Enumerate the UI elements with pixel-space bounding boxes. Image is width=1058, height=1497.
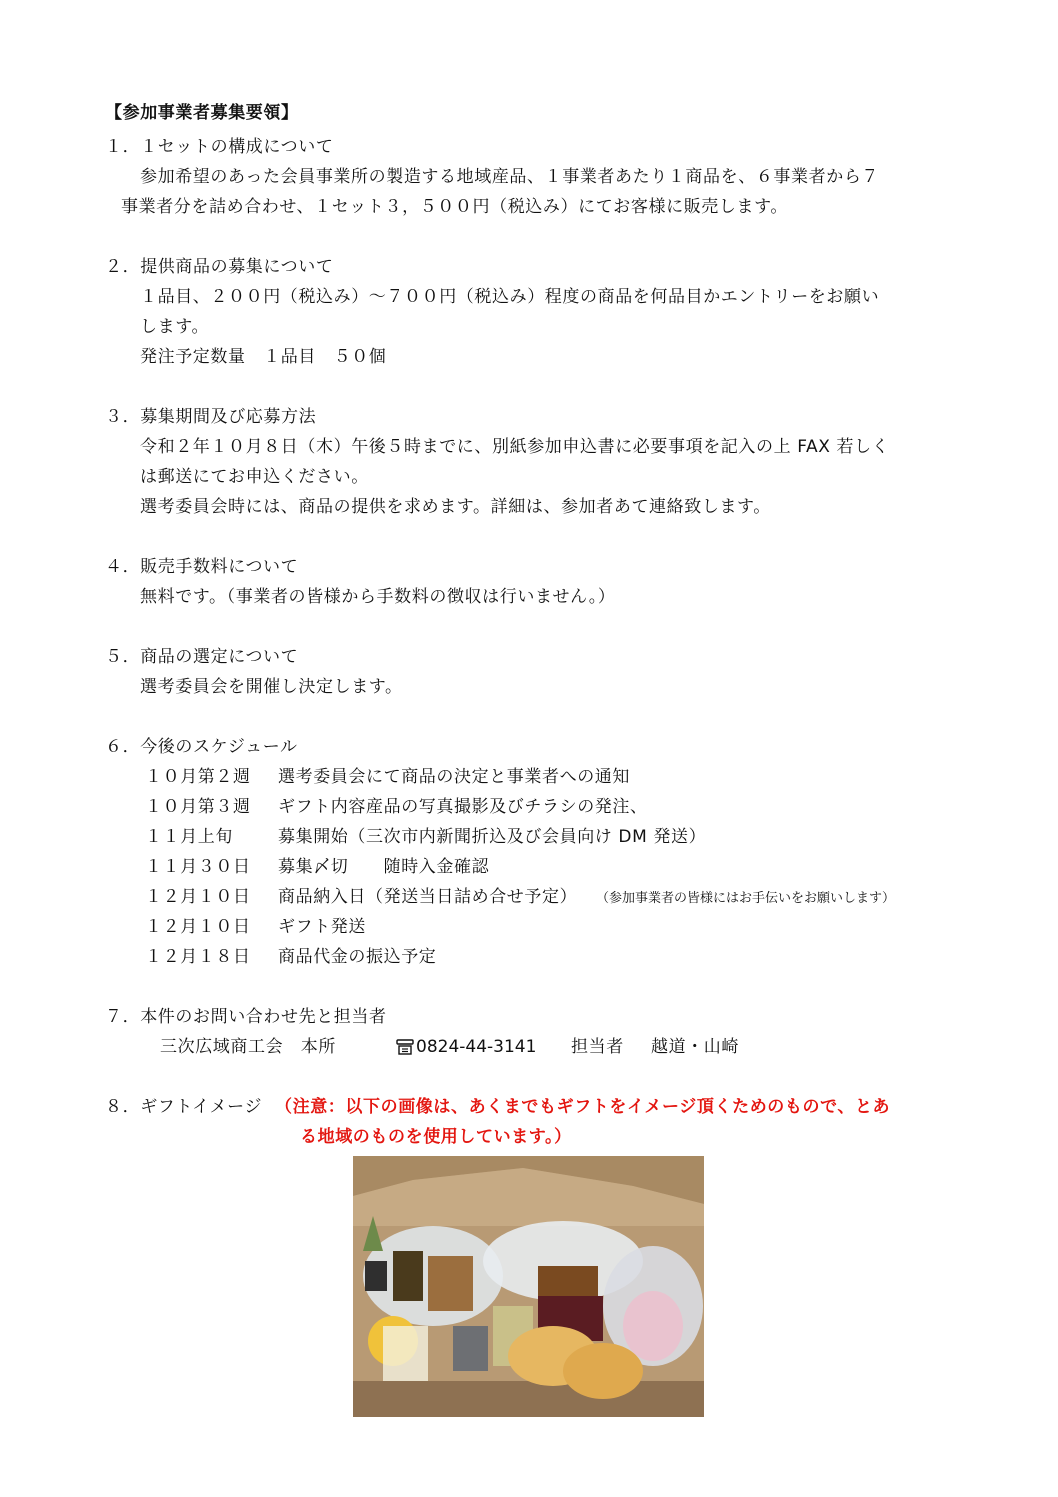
schedule-date: １２月１０日 bbox=[145, 917, 251, 937]
schedule-date: １２月１８日 bbox=[145, 947, 251, 967]
gift-box-photo bbox=[353, 1156, 704, 1417]
section-1-paragraph-line-2: 事業者分を詰め合わせ、１セット３，５００円（税込み）にてお客様に販売します。 bbox=[121, 197, 788, 217]
section-3-paragraph-line-1: 令和２年１０月８日（木）午後５時までに、別紙参加申込書に必要事項を記入の上 FAX 若しく bbox=[140, 437, 890, 457]
schedule-text: 選考委員会にて商品の決定と事業者への通知 bbox=[278, 767, 630, 787]
schedule-text: 募集〆切 随時入金確認 bbox=[278, 857, 490, 877]
schedule-date: １２月１０日 bbox=[145, 887, 251, 907]
contact-label: 担当者 bbox=[571, 1037, 624, 1057]
section-5-heading: ５．商品の選定について bbox=[105, 647, 299, 667]
image-notice-line-1: （注意：以下の画像は、あくまでもギフトをイメージ頂くためのもので、とあ bbox=[275, 1097, 891, 1117]
image-notice-line-2: る地域のものを使用しています。） bbox=[300, 1127, 572, 1147]
schedule-text: 商品納入日（発送当日詰め合せ予定） bbox=[278, 887, 578, 907]
section-3-paragraph-line-2: は郵送にてお申込ください。 bbox=[140, 467, 369, 487]
section-2-paragraph-line-1: １品目、２００円（税込み）～７００円（税込み）程度の商品を何品目かエントリーをお願い bbox=[140, 287, 880, 307]
section-3-heading: ３．募集期間及び応募方法 bbox=[105, 407, 317, 427]
schedule-text: ギフト内容産品の写真撮影及びチラシの発注、 bbox=[278, 797, 648, 817]
section-4-paragraph: 無料です。（事業者の皆様から手数料の徴収は行いません。） bbox=[140, 587, 616, 607]
contact-organization: 三次広域商工会 本所 bbox=[160, 1037, 336, 1057]
section-1-paragraph-line-1: 参加希望のあった会員事業所の製造する地域産品、１事業者あたり１商品を、６事業者から７ bbox=[140, 167, 880, 187]
schedule-date: １０月第２週 bbox=[145, 767, 251, 787]
schedule-text: ギフト発送 bbox=[278, 917, 366, 937]
section-1-heading: １．１セットの構成について bbox=[105, 137, 334, 157]
schedule-date: １１月上旬 bbox=[145, 827, 233, 847]
section-7-heading: ７．本件のお問い合わせ先と担当者 bbox=[105, 1007, 387, 1027]
section-5-paragraph: 選考委員会を開催し決定します。 bbox=[140, 677, 403, 697]
section-2-order-quantity: 発注予定数量 １品目 ５０個 bbox=[140, 347, 387, 367]
section-3-paragraph-line-3: 選考委員会時には、商品の提供を求めます。詳細は、参加者あて連絡致します。 bbox=[140, 497, 771, 517]
schedule-date: １１月３０日 bbox=[145, 857, 251, 877]
phone-icon bbox=[396, 1038, 414, 1056]
contact-phone: 0824-44-3141 bbox=[416, 1037, 537, 1057]
section-2-heading: ２．提供商品の募集について bbox=[105, 257, 334, 277]
document-title: 【参加事業者募集要領】 bbox=[105, 103, 299, 123]
schedule-text: 募集開始（三次市内新聞折込及び会員向け DM 発送） bbox=[278, 827, 707, 847]
section-8-heading: ８．ギフトイメージ bbox=[105, 1097, 263, 1117]
section-4-heading: ４．販売手数料について bbox=[105, 557, 299, 577]
contact-persons: 越道・山崎 bbox=[651, 1037, 739, 1057]
section-6-heading: ６．今後のスケジュール bbox=[105, 737, 298, 757]
schedule-text: 商品代金の振込予定 bbox=[278, 947, 437, 967]
schedule-date: １０月第３週 bbox=[145, 797, 251, 817]
section-2-paragraph-line-2: します。 bbox=[140, 317, 210, 337]
schedule-note: （参加事業者の皆様にはお手伝いをお願いします） bbox=[596, 891, 896, 906]
